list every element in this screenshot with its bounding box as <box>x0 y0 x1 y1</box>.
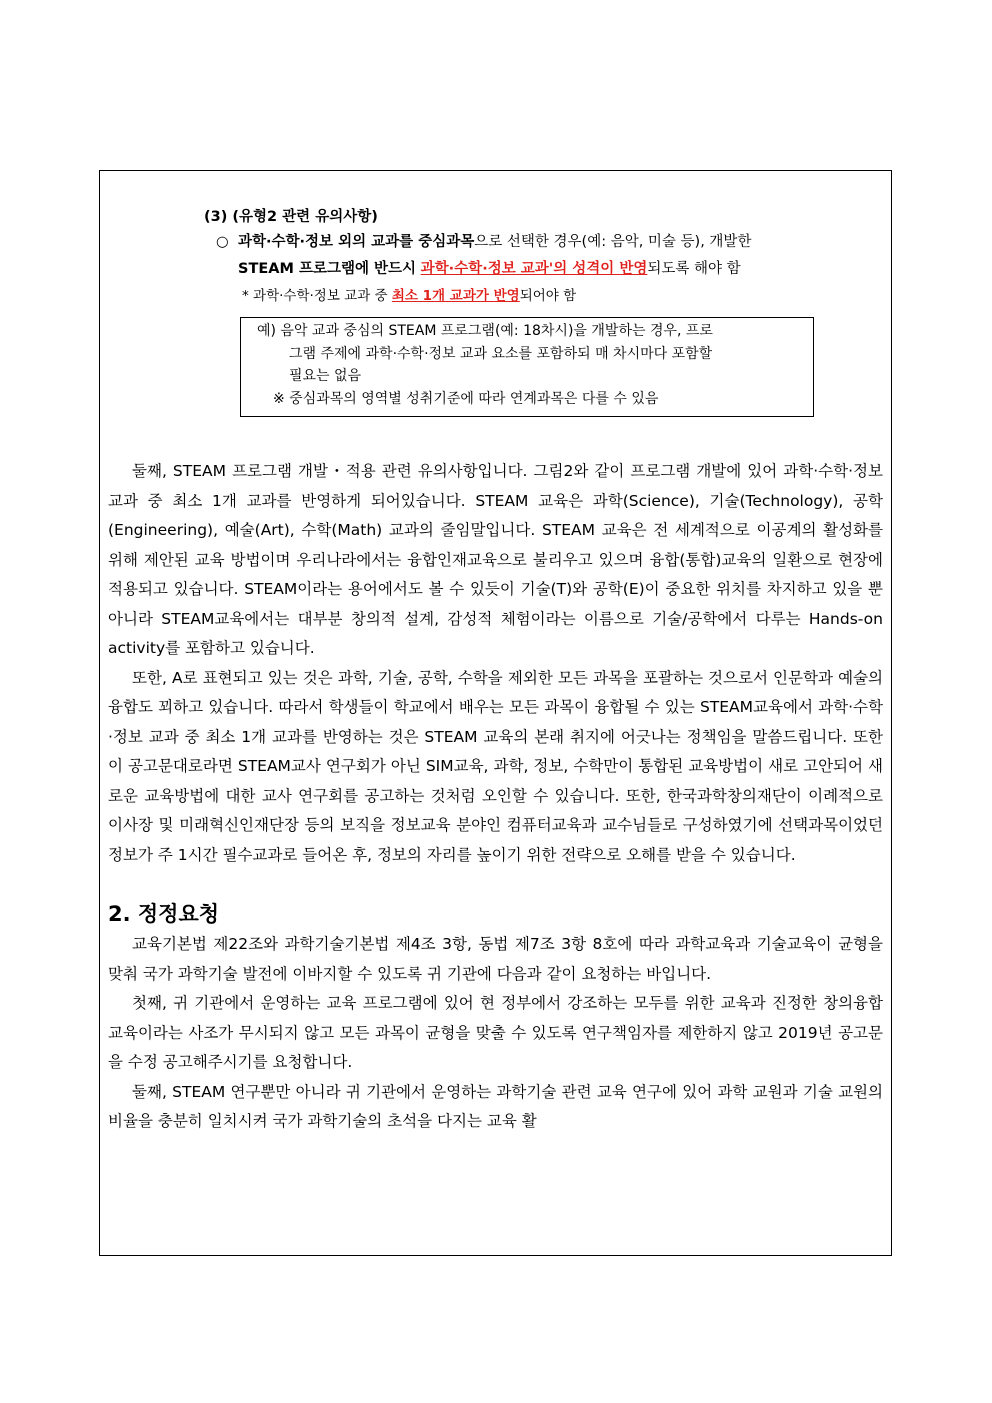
example-line-1: 예) 음악 교과 중심의 STEAM 프로그램(예: 18차시)을 개발하는 경우, 프로 <box>257 323 713 339</box>
paragraph-legal-basis: 교육기본법 제22조와 과학기술기본법 제4조 3항, 동법 제7조 3항 8호에 따라 과학교육과 기술교육이 균형을 맞춰 국가 과학기술 발전에 이바지할 수 있도록 귀 기관에 다음과 같이 요청하는 바입니다. <box>108 935 883 983</box>
notice-bullet-item <box>204 229 824 283</box>
paragraph-request-second: 둘째, STEAM 연구뿐만 아니라 귀 기관에서 운영하는 과학기술 관련 교육 연구에 있어 과학 교원과 기술 교원의 비율을 충분히 일치시켜 국가 과학기술의 초석을 다지는 교육 활 <box>108 1082 883 1130</box>
guideline-notice <box>204 205 824 309</box>
notice-line2-highlight: 과학·수학·정보 교과'의 성격이 반영 <box>420 261 648 277</box>
example-box <box>240 317 814 417</box>
notice-line2-rest: 되도록 해야 함 <box>647 261 741 277</box>
body-text <box>108 457 883 1137</box>
paragraph-a-explanation: 또한, A로 표현되고 있는 것은 과학, 기술, 공학, 수학을 제외한 모든 과목을 포괄하는 것으로서 인문학과 예술의 융합도 꾀하고 있습니다. 따라서 학생들이 학교에서 배우는 모든 과목이 융합될 수 있는 STEAM교육에서 과학·수학·정보 교과 중 최소 1개 교과를 반영하는 것은 STEAM 교육의 본래 취지에 어긋나는 정책임을 말씀드립니다. 또한 이 공고문대로라면 STEAM교사 연구회가 아닌 SIM교육, 과학, 정보, 수학만이 통합된 교육방법이 새로 고안되어 새로운 교육방법에 대한 교사 연구회를 공고하는 것처럼 오인할 수 있습니다. 또한, 한국과학창의재단이 이례적으로 이사장 및 미래혁신인재단장 등의 보직을 정보교육 분야인 컴퓨터교육과 교수님들로 구성하였기에 선택과목이었던 정보가 주 1시간 필수교과로 들어온 후, 정보의 자리를 높이기 위한 전략으로 오해를 받을 수 있습니다. <box>108 668 883 864</box>
document-frame <box>99 170 892 1256</box>
footnote-suffix: 되어야 함 <box>519 288 577 304</box>
notice-footnote <box>204 283 824 309</box>
notice-title: (3) (유형2 관련 유의사항) <box>204 209 378 225</box>
example-note: ※ 중심과목의 영역별 성취기준에 따라 연계과목은 다를 수 있음 <box>273 390 659 407</box>
section-heading: 2. 정정요청 <box>108 902 220 926</box>
paragraph-second-issue: 둘째, STEAM 프로그램 개발・적용 관련 유의사항입니다. 그림2와 같이 프로그램 개발에 있어 과학·수학·정보 교과 중 최소 1개 교과를 반영하게 되어있습니다. STEAM 교육은 과학(Science), 기술(Technology), 공학(Engineering), 예술(Art), 수학(Math) 교과의 줄임말입니다. STEAM 교육은 전 세계적으로 이공계의 활성화를 위해 제안된 교육 방법이며 우리나라에서는 융합인재교육으로 불리우고 있으며 융합(통합)교육의 일환으로 현장에 적용되고 있습니다. STEAM이라는 용어에서도 볼 수 있듯이 기술(T)와 공학(E)이 중요한 위치를 차지하고 있을 뿐 아니라 STEAM교육에서는 대부분 창의적 설계, 감성적 체험이라는 이름으로 기술/공학에서 다루는 Hands-on activity를 포함하고 있습니다. <box>108 462 883 657</box>
notice-line1-rest: 으로 선택한 경우(예: 음악, 미술 등), 개발한 <box>474 234 752 250</box>
example-line-2: 그램 주제에 과학·수학·정보 교과 요소를 포함하되 매 차시마다 포함할 <box>289 345 713 362</box>
circle-bullet-icon: ○ <box>216 234 229 250</box>
footnote-prefix: * 과학·수학·정보 교과 중 <box>242 288 388 304</box>
notice-line2-bold: STEAM 프로그램에 반드시 <box>238 261 417 277</box>
paragraph-request-first: 첫째, 귀 기관에서 운영하는 교육 프로그램에 있어 현 정부에서 강조하는 모두를 위한 교육과 진정한 창의융합 교육이라는 사조가 무시되지 않고 모든 과목이 균형을 맞출 수 있도록 연구책임자를 제한하지 않고 2019년 공고문을 수정 공고해주시기를 요청합니다. <box>108 994 883 1071</box>
notice-line1-bold: 과학·수학·정보 외의 교과를 중심과목 <box>238 234 475 250</box>
footnote-highlight: 최소 1개 교과가 반영 <box>391 288 520 304</box>
example-line-3: 필요는 없음 <box>289 368 362 384</box>
